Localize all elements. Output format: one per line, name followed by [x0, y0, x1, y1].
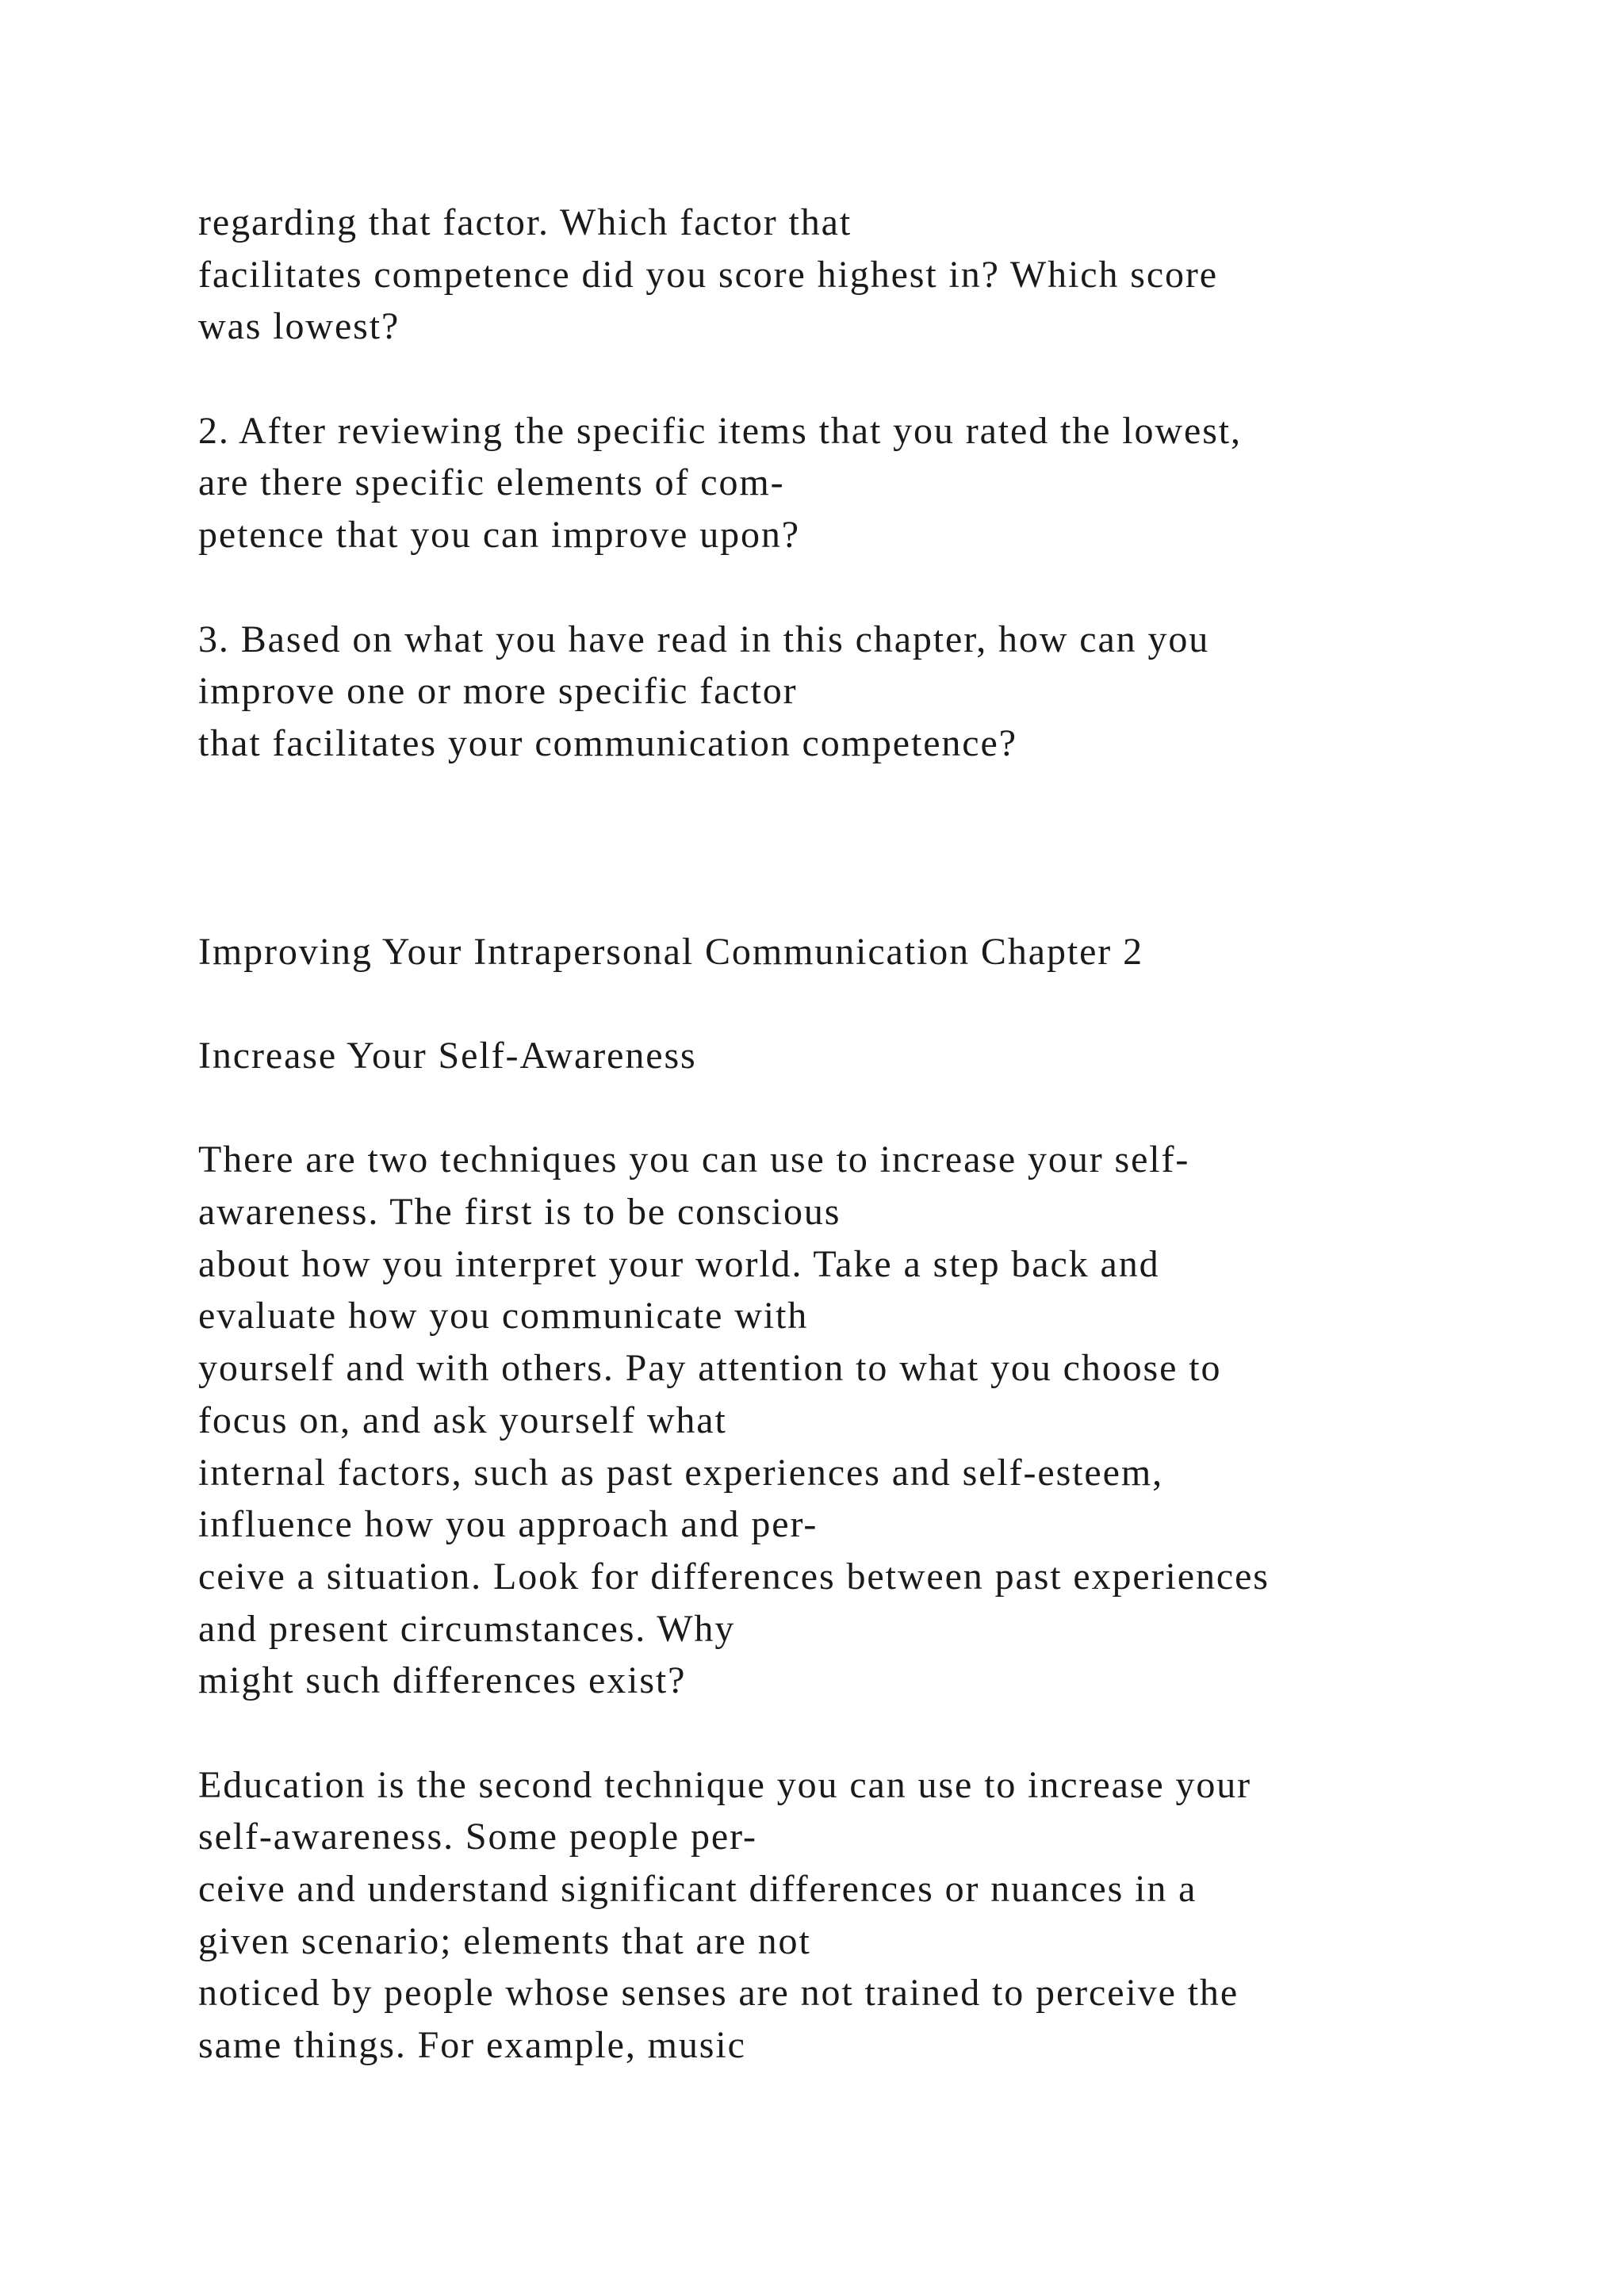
- text-line: ceive a situation. Look for differences between past experiences: [198, 1555, 1270, 1598]
- text-line: internal factors, such as past experiences and self-esteem,: [198, 1451, 1163, 1494]
- text-line: are there specific elements of com-: [198, 461, 785, 504]
- text-line: regarding that factor. Which factor that: [198, 201, 852, 243]
- running-header: Improving Your Intrapersonal Communication Chapter 2: [198, 930, 1143, 973]
- text-line: and present circumstances. Why: [198, 1607, 736, 1650]
- question-2: [198, 405, 1546, 561]
- text-line: ceive and understand significant differences or nuances in a: [198, 1868, 1197, 1911]
- blank-line: [198, 1707, 1546, 1759]
- question-3: [198, 614, 1546, 770]
- text-line: There are two techniques you can use to increase your self-: [198, 1138, 1190, 1181]
- text-line: influence how you approach and per-: [198, 1503, 818, 1546]
- text-line: evaluate how you communicate with: [198, 1295, 809, 1337]
- blank-line: [198, 353, 1546, 405]
- text-line: same things. For example, music: [198, 2024, 746, 2067]
- paragraph-2: [198, 1759, 1546, 2072]
- text-line: might such differences exist?: [198, 1659, 687, 1702]
- text-line: given scenario; elements that are not: [198, 1919, 811, 1962]
- blank-line: [198, 978, 1546, 1030]
- text-line: 3. Based on what you have read in this chapter, how can you: [198, 618, 1210, 660]
- paragraph-1: [198, 1134, 1546, 1707]
- text-line: was lowest?: [198, 305, 400, 348]
- text-line: about how you interpret your world. Take a step back and: [198, 1242, 1160, 1285]
- text-line: that facilitates your communication competence?: [198, 721, 1017, 764]
- text-line: 2. After reviewing the specific items that you rated the lowest,: [198, 409, 1242, 452]
- text-line: yourself and with others. Pay attention to what you choose to: [198, 1347, 1222, 1390]
- blank-lines: [198, 770, 1546, 926]
- text-line: noticed by people whose senses are not trained to perceive the: [198, 1972, 1239, 2015]
- text-line: improve one or more specific factor: [198, 670, 798, 713]
- document-text: [198, 197, 1546, 2072]
- text-line: focus on, and ask yourself what: [198, 1399, 727, 1441]
- section-heading: Increase Your Self-Awareness: [198, 1035, 697, 1077]
- text-line: petence that you can improve upon?: [198, 514, 801, 557]
- blank-line: [198, 561, 1546, 614]
- text-line: Education is the second technique you can use to increase your: [198, 1763, 1252, 1806]
- intro-block: [198, 197, 1546, 353]
- text-line: awareness. The first is to be conscious: [198, 1191, 841, 1234]
- text-line: self-awareness. Some people per-: [198, 1816, 757, 1858]
- text-line: facilitates competence did you score highest in? Which score: [198, 253, 1219, 296]
- blank-line: [198, 1082, 1546, 1135]
